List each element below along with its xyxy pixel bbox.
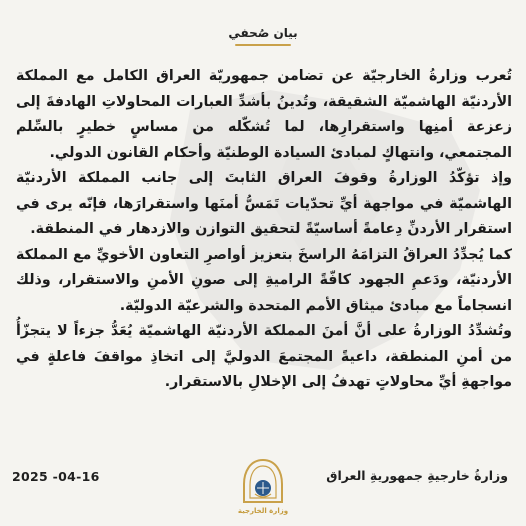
document-title: بيان صُحفي [228, 26, 298, 40]
release-date: 2025 -04-16 [12, 469, 100, 484]
issuing-ministry: وزارةُ خارجيةِ جمهوريةِ العراق [326, 468, 508, 483]
statement-paragraph-4: وتُشدِّدُ الوزارةُ على أنَّ أمنَ المملكة الأردنيّة الهاشميّة يُعَدُّ جزءاً لا يتجزّأُ من أمنِ المنطقة، داعيةً المجتمعَ الدوليَّ إلى اتخاذِ مواقفَ فاعلةٍ في مواجهةِ أيِّ محاولاتٍ تهدفُ إلى الإخلالِ بالاستقرار. [16, 323, 512, 390]
statement-body [16, 64, 512, 396]
emblem-caption: وزارة الخارجية [237, 507, 289, 515]
statement-paragraph-3: كما يُجدِّدُ العراقُ التزامَهُ الراسخَ بتعزيز أواصرِ التعاون الأخويِّ مع المملكة الأردنيّة، ودَعمِ الجهود كافّةً الراميةِ إلى صونِ الأمنِ والاستقرار، وذلك انسجاماً مع مبادئ ميثاق الأمم المتحدة والشرعيّة الدوليّة. [16, 246, 512, 314]
title-underline [235, 44, 291, 46]
statement-paragraph-1: تُعرب وزارةُ الخارجيّة عن تضامن جمهوريّة العراق الكامل مع المملكة الأردنيّة الهاشميّة الشقيقة، وتُدينُ بأشدِّ العبارات المحاولاتِ الهادفةَ إلى زعزعة أمنِها واستقرارِها، لما تُشكّله من مساسٍ خطيرٍ بالسِّلم المجتمعي، وانتهاكٍ لمبادئ السيادة الوطنيّة وأحكام القانون الدولي. [16, 68, 512, 161]
statement-paragraph-2: وإذ تؤكّدُ الوزارةُ وقوفَ العراق الثابتَ إلى جانب المملكة الأردنيّة الهاشميّة في مواجهة أيِّ تحدّيات تَمَسُّ أمنَها واستقرارَها، فإنّه يرى في استقرار الأردنِّ دِعامةً أساسيّةً لتحقيق التوازن والازدهار في المنطقة. [16, 170, 512, 237]
